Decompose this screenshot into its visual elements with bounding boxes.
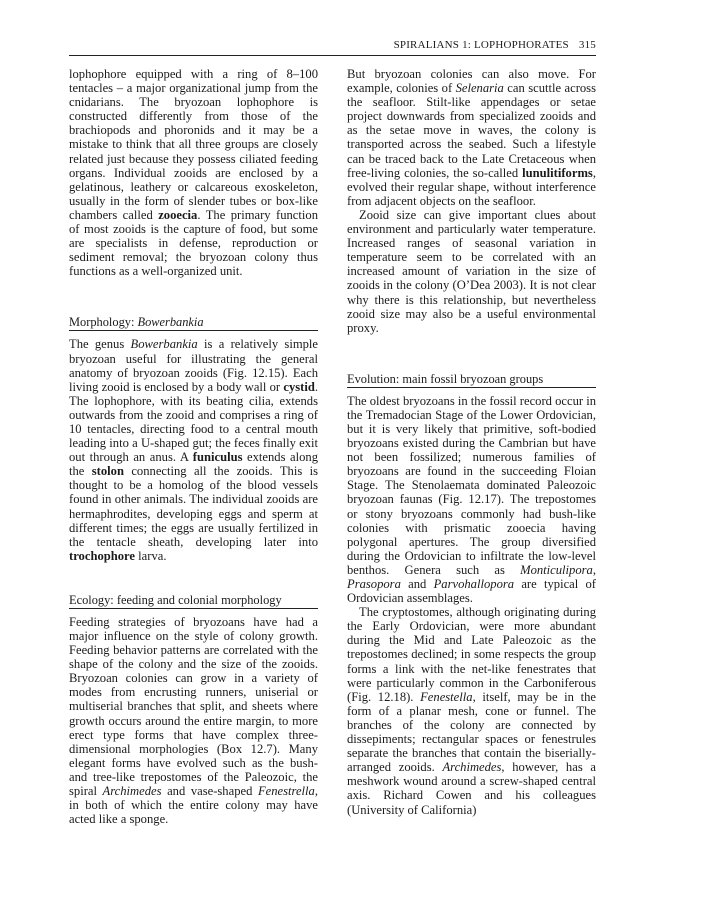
paragraph-lophophore: [69, 67, 318, 278]
bold-term: cystid: [283, 379, 315, 394]
page-number: 315: [578, 39, 596, 51]
section-heading-evolution: [347, 372, 596, 388]
paragraph-colony-movement: [347, 67, 596, 208]
italic-term: Fenestrella: [257, 784, 315, 799]
text-run: Zooid size can give important clues about environment and particularly water temperature. Increased ranges of seasonal variation in temperature seem to be correlated with an increased amount of variation in the size of zooids in the colony (O’Dea 2003). It is not clear why there is this relationship, but nevertheless zooid size may also be a useful environmental proxy.: [347, 207, 596, 335]
text-run: , itself, may be in the form of a planar mesh, cone or funnel. The branches of the colony are connected by dissepiments; rectangular spaces or fenestrules separate the branches that contain the biserially-arranged zooids.: [347, 689, 596, 775]
bold-term: zooecia: [158, 207, 198, 222]
left-column: [69, 67, 318, 826]
running-header: [69, 39, 596, 56]
italic-term: Parvohallopora: [433, 577, 515, 591]
paragraph-bowerbankia: [69, 337, 318, 563]
paragraph-zooid-size: [347, 208, 596, 335]
text-run: The cryptostomes, although originating during the Early Ordovician, were more abundant during the Mid and Late Paleozoic as the trepostomes declined; in some respects the group forms a link with the net-like fenestrates that were particularly common in the Carboniferous (Fig. 12.18).: [347, 605, 596, 704]
bold-term: funiculus: [192, 450, 243, 465]
paragraph-cryptostomes: [347, 605, 596, 816]
italic-term: Bowerbankia: [130, 337, 198, 352]
text-run: . The lophophore, with its beating cilia, extends outwards from the zooid and comprises a ring of 10 tentacles, directing food to a central mouth leading into a U-shaped gut; the feces finally exit out through an anus. A: [69, 379, 318, 465]
text-run: can scuttle across the seafloor. Stilt-like appendages or setae project downwards from specialized zooids and as the setae move in waves, the colony is transported across the seabed. Such a lifestyle can be traced back to the Late Cretaceous when free-living colonies, the so-called: [347, 81, 596, 180]
text-run: The genus: [69, 337, 131, 352]
right-column: [347, 67, 596, 817]
text-run: Ecology: feeding and colonial morphology: [69, 592, 282, 607]
text-run: But bryozoan colonies can also move. For example, colonies of: [347, 67, 596, 96]
text-run: extends along the: [69, 450, 319, 479]
text-run: ,: [592, 562, 596, 577]
italic-term: Selenaria: [455, 81, 504, 96]
text-run: are typical of Ordovician assemblages.: [347, 577, 596, 606]
italic-term: Fenestella: [420, 689, 473, 704]
text-run: larva.: [135, 548, 167, 563]
paragraph-oldest-bryozoans: [347, 394, 596, 605]
italic-term: Archimedes: [102, 784, 162, 799]
italic-term: Monticulipora: [520, 562, 593, 577]
running-title: SPIRALIANS 1: LOPHOPHORATES: [393, 39, 569, 51]
italic-term: Prasopora: [347, 577, 401, 591]
text-run: connecting all the zooids. This is thought to be a homolog of the blood vessels found in other animals. The individual zooids are hermaphrodites, developing eggs and sperm at different times; the eggs are usually fertilized in the tentacle sheath, developing later into: [69, 464, 318, 549]
italic-term: Bowerbankia: [137, 315, 204, 330]
section-heading-ecology: [69, 593, 318, 609]
paragraph-feeding-strategies: [69, 615, 318, 826]
text-run: . The primary function of most zooids is the capture of food, but some are specialists in defense, reproduction or sediment removal; the bryozoan colony thus functions as a well-organized unit.: [69, 207, 318, 279]
text-run: , evolved their regular shape, without interference from adjacent objects on the seafloor.: [347, 165, 596, 208]
text-run: lophophore equipped with a ring of 8–100 tentacles – a major organizational jump from the cnidarians. The bryozoan lophophore is constructed differently from those of the brachiopods and phoronids and it may be a mistake to think that all three groups are closely related just because they possess ciliated feeding organs. Individual zooids are enclosed by a gelatinous, leathery or calcareous exoskeleton, usually in the form of slender tubes or box-like chambers called: [69, 67, 318, 222]
text-run: and vase-shaped: [161, 784, 258, 799]
text-run: and: [400, 577, 434, 591]
bold-term: trochophore: [69, 548, 136, 563]
bold-term: stolon: [91, 464, 124, 479]
text-run: is a relatively simple bryozoan useful for illustrating the general anatomy of bryozoan zooids (Fig. 12.15). Each living zooid is enclosed by a body wall or: [69, 337, 318, 394]
italic-term: Archimedes: [442, 760, 502, 775]
text-run: Feeding strategies of bryozoans have had a major influence on the style of colony growth. Feeding behavior patterns are correlated with the shape of the colony and the size of the zooids. Bryozoan colonies can grow in a variety of modes from encrusting runners, uniserial or multiserial branches that split, and sheets where growth occurs around the entire margin, to more erect type forms that have complex three-dimensional morphologies (Box 12.7). Many elegant forms have evolved such as the bush- and tree-like trepostomes of the Paleozoic, the spiral: [69, 614, 318, 799]
bold-term: lunulitiforms: [522, 165, 593, 180]
text-run: , in both of which the entire colony may have acted like a sponge.: [69, 784, 318, 827]
text-run: Evolution: main fossil bryozoan groups: [347, 371, 544, 386]
section-heading-morphology: [69, 315, 318, 331]
text-run: The oldest bryozoans in the fossil record occur in the Tremadocian Stage of the Lower Ordovician, but it is very likely that primitive, soft-bodied bryozoans existed during the Cambrian but have not been fossilized; numerous families of bryozoans are found in the succeeding Floian Stage. The Stenolaemata dominated Paleozoic bryozoan faunas (Fig. 12.17). The trepostomes or stony bryozoans commonly had bush-like colonies with prismatic zooecia having polygonal apertures. The group diversified during the Ordovician to infiltrate the low-level benthos. Genera such as: [347, 393, 597, 577]
text-run: , however, has a meshwork wound around a screw-shaped central axis. Richard Cowen and his colleagues (University of California): [347, 760, 596, 817]
text-run: Morphology:: [69, 315, 138, 330]
